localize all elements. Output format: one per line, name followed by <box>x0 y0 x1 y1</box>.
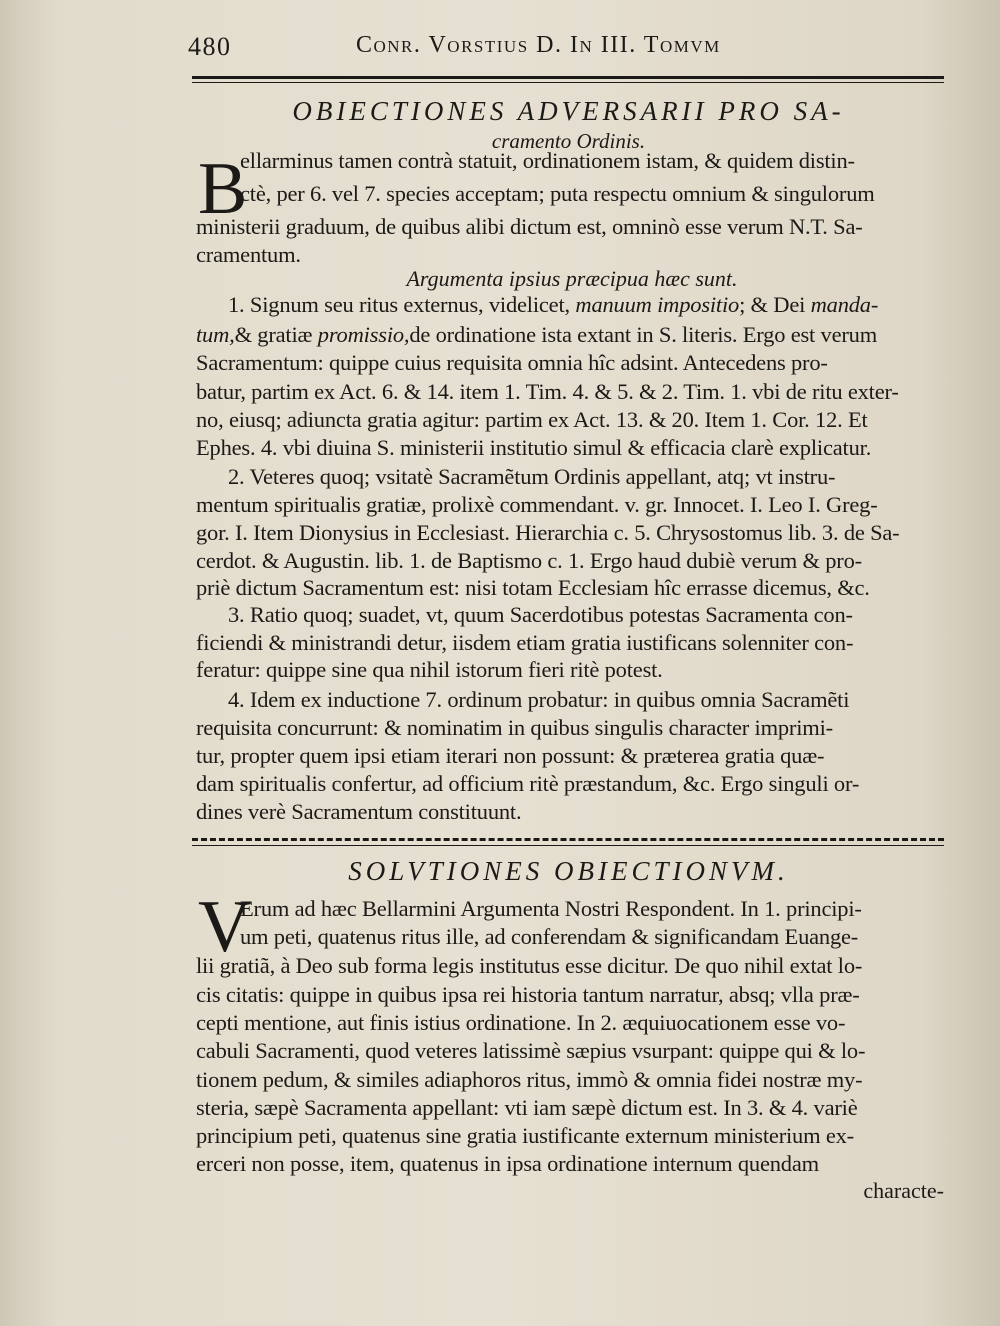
page-number: 480 <box>188 32 232 61</box>
solutions-line: Erum ad hæc Bellarmini Argumenta Nostri Respondent. In 1. principi- <box>240 896 862 921</box>
argument-3-line: feratur: quippe sine qua nihil istorum fieri ritè potest. <box>196 657 663 682</box>
argument-4-line: dam spiritualis confertur, ad officium ritè præstandum, &c. Ergo singuli or- <box>196 771 860 796</box>
argument-2-line: 2. Veteres quoq; vsitatè Sacramẽtum Ordinis appellant, atq; vt instru- <box>228 464 836 489</box>
argument-3-line: 3. Ratio quoq; suadet, vt, quum Sacerdotibus potestas Sacramenta con- <box>228 602 853 627</box>
argument-2-line: gor. I. Item Dionysius in Ecclesiast. Hierarchia c. 5. Chrysostomus lib. 3. de Sa- <box>196 520 900 545</box>
header-rule-thin <box>192 82 944 83</box>
solutions-line: erceri non posse, item, quatenus in ipsa ordinatione internum quendam <box>196 1151 819 1176</box>
intro-line: ctè, per 6. vel 7. species acceptam; puta respectu omnium & singulorum <box>240 181 875 206</box>
argument-1-line: Sacramentum: quippe cuius requisita omnia hîc adsint. Antecedens pro- <box>196 350 828 375</box>
solutions-title: SOLVTIONES OBIECTIONVM. <box>348 856 789 886</box>
argument-1-line: no, eiusq; adiuncta gratia agitur: partim ex Act. 13. & 20. Item 1. Cor. 12. Et <box>196 407 868 432</box>
text-run: 1. Signum seu ritus externus, videlicet, <box>228 292 570 317</box>
drop-initial-v: V <box>198 886 252 968</box>
arguments-heading: Argumenta ipsius præcipua hæc sunt. <box>406 266 738 291</box>
section-divider-thin <box>192 845 944 846</box>
solutions-line: tionem pedum, & similes adiaphoros ritus, immò & omnia fidei nostræ my- <box>196 1067 863 1092</box>
solutions-line: um peti, quatenus ritus ille, ad conferendam & significandam Euange- <box>240 924 859 949</box>
header-rule <box>192 76 944 79</box>
text-run: ; & Dei <box>739 292 806 317</box>
argument-1-line <box>228 290 948 320</box>
solutions-line: cabuli Sacramenti, quod veteres latissimè sæpius vsurpant: quippe qui & lo- <box>196 1038 866 1063</box>
drop-initial-b: B <box>198 148 248 230</box>
section-divider <box>192 838 944 841</box>
solutions-line: principium peti, quatenus sine gratia iustificante externum ministerium ex- <box>196 1123 854 1148</box>
argument-1-line: Ephes. 4. vbi diuina S. ministerii institutio simul & efficacia clarè explicatur. <box>196 435 872 460</box>
argument-4-line: 4. Idem ex inductione 7. ordinum probatur: in quibus omnia Sacramẽti <box>228 687 850 712</box>
page-header <box>188 30 828 70</box>
text-run: manuum impositio <box>575 292 740 317</box>
intro-line: ellarminus tamen contrà statuit, ordinationem istam, & quidem distin- <box>240 148 855 173</box>
argument-1-line <box>196 320 948 350</box>
intro-line: ministerii graduum, de quibus alibi dictum est, omninò esse verum N.T. Sa- <box>196 214 863 239</box>
argument-1-line: batur, partim ex Act. 6. & 14. item 1. Tim. 4. & 5. & 2. Tim. 1. vbi de ritu exter- <box>196 379 899 404</box>
intro-line: cramentum. <box>196 242 301 267</box>
solutions-line: cis citatis: quippe in quibus ipsa rei historia tantum narratur, absq; vlla præ- <box>196 982 860 1007</box>
catchword: characte- <box>863 1178 944 1203</box>
objections-title-cont: cramento Ordinis. <box>491 129 646 153</box>
argument-4-line: dines verè Sacramentum constituunt. <box>196 799 522 824</box>
text-run: & gratiæ <box>234 322 313 347</box>
text-run: manda- <box>810 292 879 317</box>
text-run: tum, <box>196 322 235 347</box>
text-run: de ordinatione ista extant in S. literis. Ergo est verum <box>409 322 878 347</box>
argument-2-line: mentum spiritualis gratiæ, prolixè commendant. v. gr. Innocet. I. Leo I. Greg- <box>196 492 878 517</box>
running-title: Conr. Vorstius D. In III. Tomvm <box>356 32 721 58</box>
argument-3-line: ficiendi & ministrandi detur, iisdem etiam gratia iustificans solenniter con- <box>196 630 854 655</box>
objections-title: OBIECTIONES ADVERSARII PRO SA- <box>292 96 845 126</box>
argument-4-line: requisita concurrunt: & nominatim in quibus singulis character imprimi- <box>196 715 833 740</box>
text-run: promissio, <box>317 322 410 347</box>
solutions-line: steria, sæpè Sacramenta appellant: vti iam sæpè dictum est. In 3. & 4. variè <box>196 1095 858 1120</box>
solutions-line: cepti mentione, aut finis istius ordinatione. In 2. æquiuocationem esse vo- <box>196 1010 846 1035</box>
argument-2-line: priè dictum Sacramentum est: nisi totam Ecclesiam hîc errasse dicemus, &c. <box>196 575 870 600</box>
solutions-line: lii gratiã, à Deo sub forma legis institutus esse dicitur. De quo nihil extat lo- <box>196 953 863 978</box>
argument-2-line: cerdot. & Augustin. lib. 1. de Baptismo c. 1. Ergo haud dubiè verum & pro- <box>196 548 862 573</box>
argument-4-line: tur, propter quem ipsi etiam iterari non possunt: & præterea gratia quæ- <box>196 743 825 768</box>
